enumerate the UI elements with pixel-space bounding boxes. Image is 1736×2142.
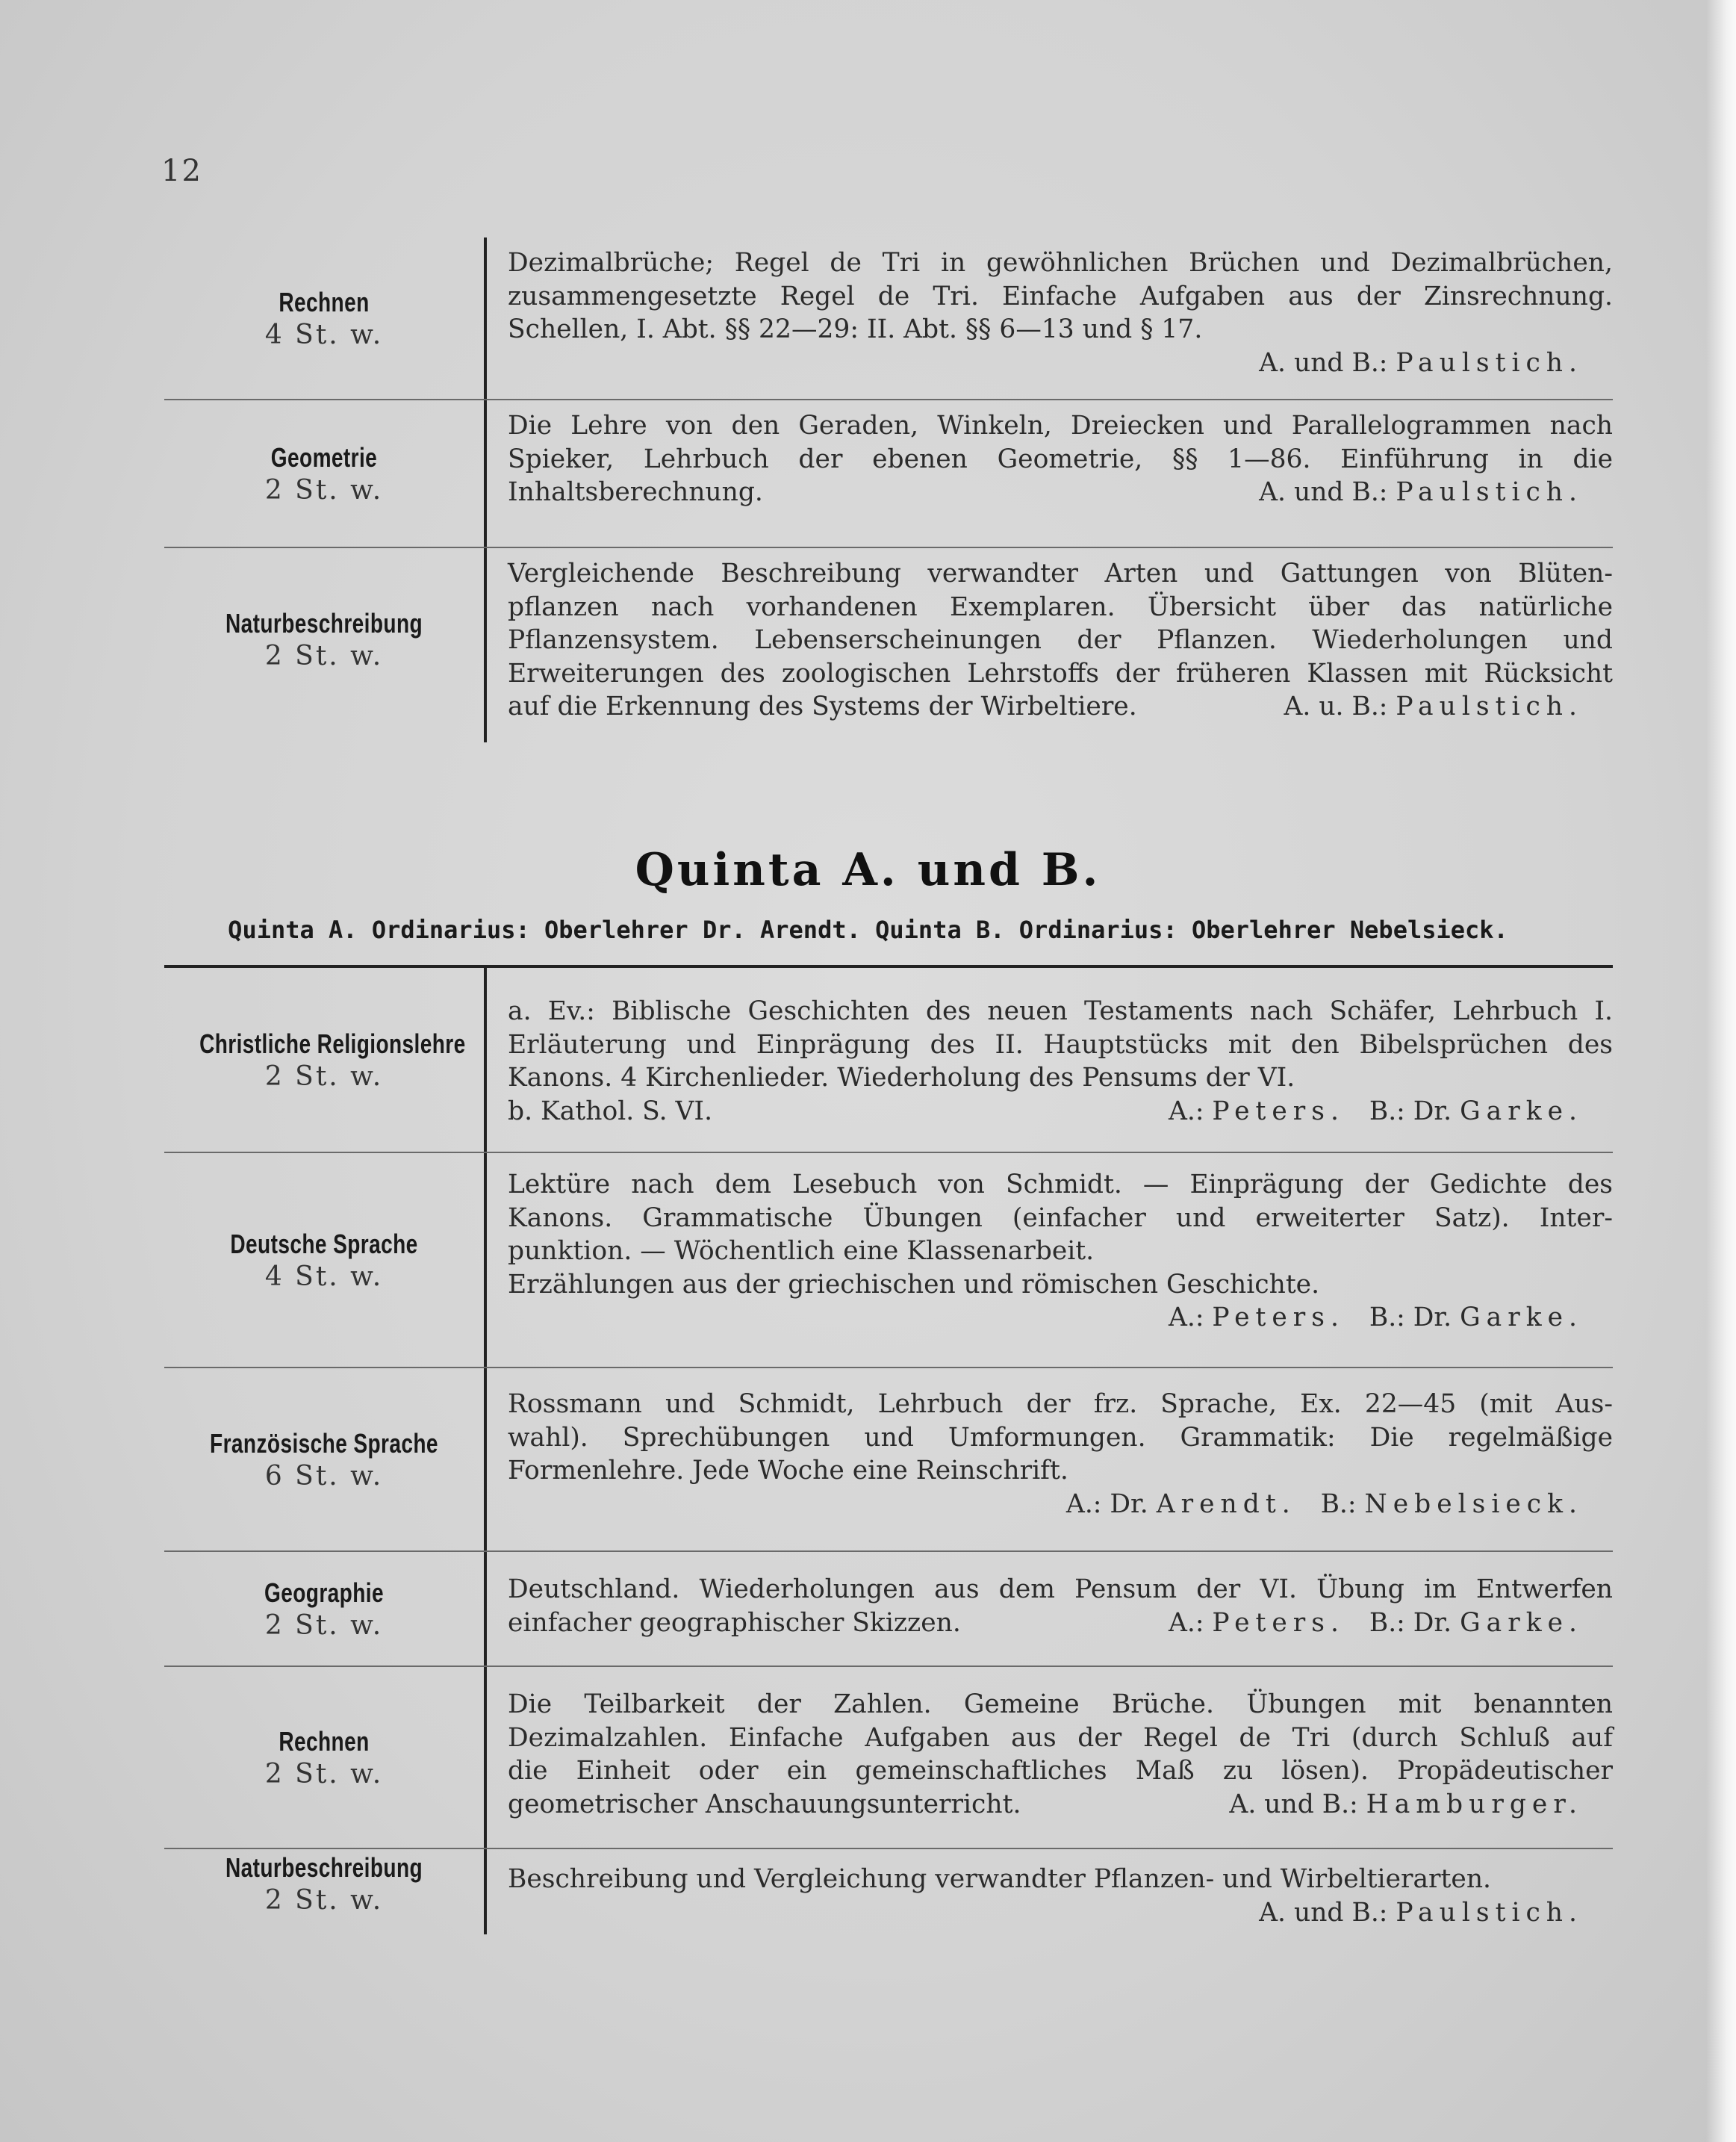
content-line: wahl). Sprechübungen und Umformungen. Grammatik: Die regelmäßige — [508, 1422, 1613, 1453]
content-cell — [487, 1368, 1613, 1550]
teacher-prefix: A. und B.: — [1259, 1897, 1388, 1928]
subject-name: Geometrie — [270, 441, 378, 473]
content-line — [508, 1606, 1613, 1640]
table-row — [164, 238, 1613, 400]
teacher-line — [1169, 1606, 1583, 1640]
subject-cell — [164, 1153, 487, 1367]
teacher-line — [508, 1301, 1613, 1335]
content-cell — [487, 1667, 1613, 1848]
content-line: Pflanzensystem. Lebenserscheinungen der Pflanzen. Wiederholungen und — [508, 625, 1613, 655]
content-line: Erweiterungen des zoologischen Lehrstoffs der früheren Klassen mit Rücksicht — [508, 658, 1613, 689]
subject-name: Christliche Religionslehre — [199, 1028, 466, 1059]
content-line: a. Ev.: Biblische Geschichten des neuen Testaments nach Schäfer, Lehrbuch I. — [508, 996, 1613, 1026]
lower-curriculum-table — [164, 968, 1613, 1934]
content-text: auf die Erkennung des Systems der Wirbeltiere. — [508, 692, 1137, 721]
content-line: Erzählungen aus der griechischen und römischen Geschichte. — [508, 1269, 1320, 1300]
teacher-line — [1169, 1095, 1583, 1129]
content-text: einfacher geographischer Skizzen. — [508, 1607, 961, 1638]
content-cell — [487, 1552, 1613, 1666]
table-row — [164, 1552, 1613, 1667]
content-line: die Einheit oder ein gemeinschaftliches Maß zu lösen). Propädeutischer — [508, 1756, 1613, 1786]
table-row — [164, 548, 1613, 742]
content-line: Deutschland. Wiederholungen aus dem Pensum der VI. Übung im Entwerfen — [508, 1574, 1613, 1604]
ordinarius-line: Quinta A. Ordinarius: Oberlehrer Dr. Arendt. Quinta B. Ordinarius: Oberlehrer Nebelsieck. — [228, 916, 1508, 944]
content-text: b. Kathol. S. VI. — [508, 1096, 713, 1126]
subject-hours: 2 St. w. — [264, 641, 384, 671]
subject-cell — [164, 968, 487, 1152]
subject-name: Naturbeschreibung — [225, 608, 423, 639]
subject-cell — [164, 238, 487, 399]
subject-cell — [164, 1368, 487, 1550]
content-text: geometrischer Anschauungsunterricht. — [508, 1789, 1021, 1819]
subject-name: Naturbeschreibung — [225, 1852, 423, 1883]
teacher-name: Peters. — [1212, 1607, 1345, 1638]
content-line: Schellen, I. Abt. §§ 22—29: II. Abt. §§ 6—13 und § 17. — [508, 314, 1203, 344]
content-line — [508, 1095, 1613, 1129]
content-line: zusammengesetzte Regel de Tri. Einfache Aufgaben aus der Zinsrechnung. — [508, 281, 1613, 311]
subject-name: Französische Sprache — [210, 1427, 438, 1459]
teacher-prefix: A.: Dr. — [1065, 1488, 1148, 1519]
content-line: Kanons. Grammatische Übungen (einfacher und erweiterter Satz). Inter- — [508, 1202, 1613, 1233]
teacher-prefix: A.: — [1168, 1607, 1204, 1638]
teacher-prefix: B.: Dr. — [1369, 1096, 1452, 1126]
teacher-prefix: A. und B.: — [1229, 1789, 1358, 1819]
subject-cell — [164, 1667, 487, 1848]
subject-hours: 2 St. w. — [264, 474, 384, 506]
subject-cell — [164, 1849, 487, 1934]
page-number: 12 — [161, 154, 202, 188]
content-line: pflanzen nach vorhandenen Exemplaren. Übersicht über das natürliche — [508, 592, 1613, 622]
content-line: Dezimalbrüche; Regel de Tri in gewöhnlichen Brüchen und Dezimalbrüchen, — [508, 248, 1613, 278]
teacher-line — [1259, 476, 1583, 509]
subject-hours: 2 St. w. — [264, 1758, 384, 1789]
content-line: Spieker, Lehrbuch der ebenen Geometrie, §§ 1—86. Einführung in die — [508, 444, 1613, 474]
content-line: Kanons. 4 Kirchenlieder. Wiederholung des Pensums der VI. — [508, 1063, 1295, 1093]
content-cell — [487, 238, 1613, 399]
teacher-line — [508, 1896, 1613, 1930]
page-edge-shadow — [1706, 0, 1736, 2142]
subject-name: Geographie — [264, 1577, 384, 1608]
table-row — [164, 1667, 1613, 1849]
subject-hours: 2 St. w. — [264, 1061, 384, 1092]
content-line: Die Lehre von den Geraden, Winkeln, Dreiecken und Parallelogrammen nach — [508, 411, 1613, 441]
content-line — [508, 690, 1613, 724]
content-text: Inhaltsberechnung. — [508, 477, 763, 507]
subject-cell — [164, 1552, 487, 1666]
teacher-prefix: B.: Dr. — [1369, 1607, 1452, 1638]
subject-hours: 4 St. w. — [264, 1261, 384, 1292]
table-row — [164, 1368, 1613, 1552]
subject-hours: 4 St. w. — [264, 319, 384, 350]
subject-name: Deutsche Sprache — [230, 1228, 418, 1259]
teacher-prefix: A.: — [1168, 1303, 1204, 1332]
teacher-name: Nebelsieck. — [1364, 1488, 1583, 1519]
subject-hours: 2 St. w. — [264, 1609, 384, 1641]
teacher-name: Hamburger. — [1366, 1789, 1583, 1819]
teacher-name: Paulstich. — [1396, 347, 1583, 378]
teacher-line — [508, 1488, 1613, 1521]
table-row — [164, 400, 1613, 548]
subject-hours: 6 St. w. — [264, 1460, 384, 1491]
teacher-prefix: A. u. B.: — [1284, 692, 1388, 721]
content-cell — [487, 1153, 1613, 1367]
teacher-name: Peters. — [1212, 1303, 1345, 1332]
teacher-line — [1284, 690, 1583, 724]
content-line: Rossmann und Schmidt, Lehrbuch der frz. Sprache, Ex. 22—45 (mit Aus- — [508, 1389, 1613, 1419]
section-title: Quinta A. und B. — [635, 844, 1101, 896]
table-row — [164, 1153, 1613, 1368]
table-row — [164, 1849, 1613, 1934]
teacher-line — [1229, 1788, 1583, 1822]
content-line: Dezimalzahlen. Einfache Aufgaben aus der Regel de Tri (durch Schluß auf — [508, 1722, 1613, 1753]
teacher-name: Garke. — [1460, 1607, 1583, 1638]
subject-name: Rechnen — [279, 286, 370, 317]
content-line: Die Teilbarkeit der Zahlen. Gemeine Brüche. Übungen mit benannten — [508, 1689, 1613, 1719]
content-line — [508, 476, 1613, 509]
teacher-name: Paulstich. — [1396, 692, 1583, 721]
subject-cell — [164, 400, 487, 547]
teacher-line — [508, 347, 1613, 380]
content-line: punktion. — Wöchentlich eine Klassenarbeit. — [508, 1236, 1095, 1266]
teacher-name: Peters. — [1212, 1096, 1345, 1126]
content-line: Lektüre nach dem Lesebuch von Schmidt. — Einprägung der Gedichte des — [508, 1170, 1613, 1199]
content-line: Beschreibung und Vergleichung verwandter Pflanzen- und Wirbeltierarten. — [508, 1864, 1492, 1894]
content-line: Erläuterung und Einprägung des II. Hauptstücks mit den Bibelsprüchen des — [508, 1029, 1613, 1060]
subject-cell — [164, 548, 487, 742]
upper-curriculum-table — [164, 238, 1613, 742]
teacher-name: Garke. — [1460, 1303, 1583, 1332]
teacher-prefix: A. und B.: — [1259, 477, 1388, 507]
content-cell — [487, 548, 1613, 742]
teacher-prefix: A.: — [1168, 1096, 1204, 1126]
content-cell — [487, 400, 1613, 547]
teacher-name: Paulstich. — [1396, 1897, 1583, 1928]
teacher-name: Arendt. — [1156, 1488, 1296, 1519]
teacher-prefix: B.: Dr. — [1369, 1303, 1452, 1332]
content-line — [508, 1788, 1613, 1822]
content-line: Formenlehre. Jede Woche eine Reinschrift. — [508, 1456, 1068, 1486]
content-cell — [487, 1849, 1613, 1934]
table-row — [164, 968, 1613, 1153]
teacher-name: Paulstich. — [1396, 477, 1583, 507]
subject-name: Rechnen — [279, 1725, 370, 1757]
teacher-name: Garke. — [1460, 1096, 1583, 1126]
content-line: Vergleichende Beschreibung verwandter Arten und Gattungen von Blüten- — [508, 559, 1613, 589]
subject-hours: 2 St. w. — [264, 1885, 384, 1916]
content-cell — [487, 968, 1613, 1152]
teacher-prefix: A. und B.: — [1259, 347, 1388, 378]
teacher-prefix: B.: — [1320, 1488, 1357, 1519]
